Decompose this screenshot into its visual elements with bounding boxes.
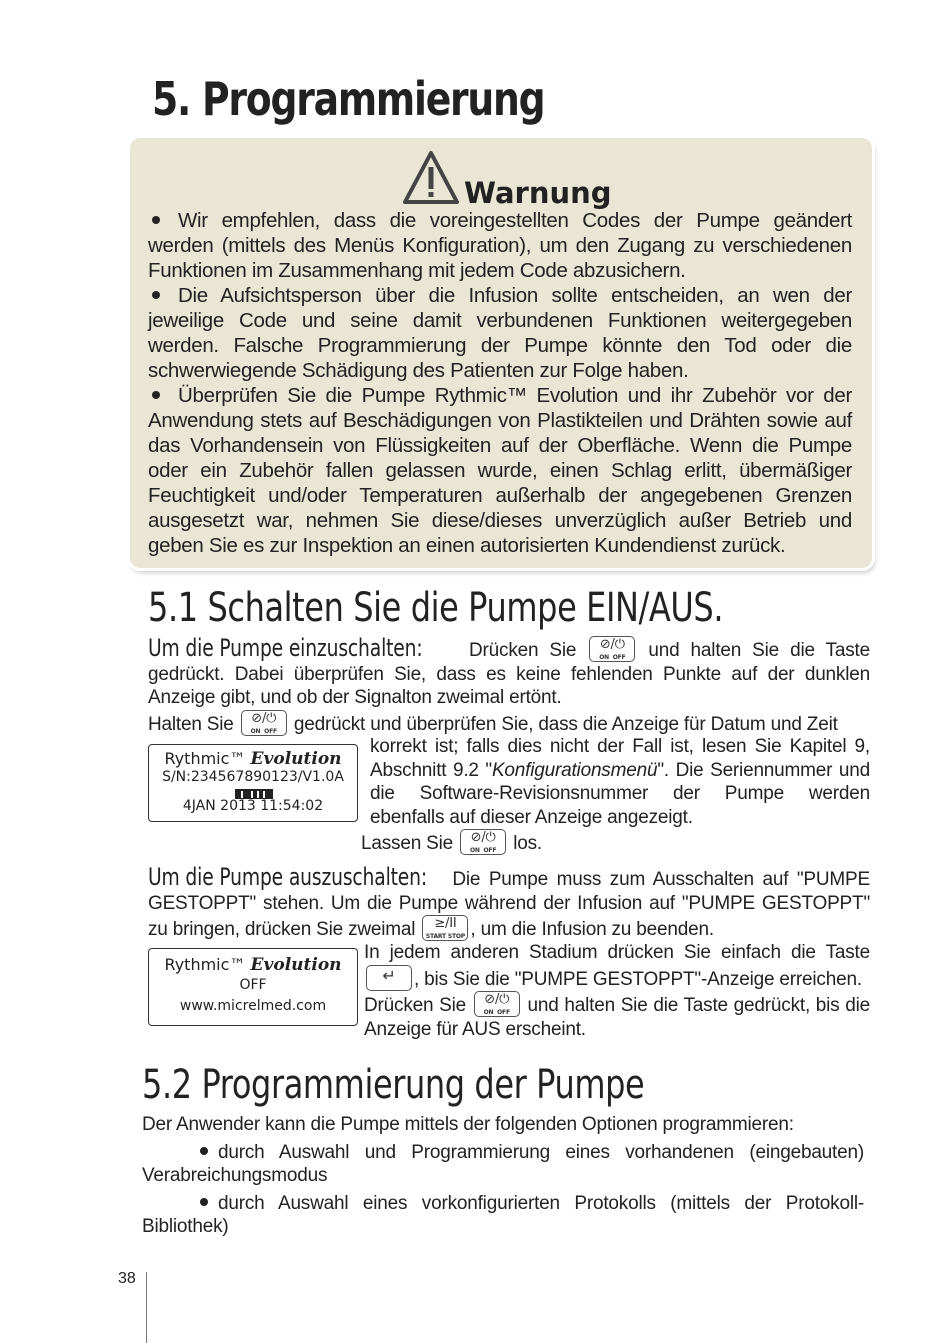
release-line: Lassen Sie ⊘/⏻ ON OFF los. [361,830,542,854]
display-power-off: Rythmic™ Evolution OFF www.micrelmed.com [148,948,358,1026]
list-item: durch Auswahl eines vorkonfigurierten Protokolls (mittels der Protokoll-Bibliothek) [142,1192,864,1237]
hold-paragraph: korrekt ist; falls dies nicht der Fall ist, lesen Sie Kapitel 9, Abschnitt 9.2 "Konfigurationsmenü". Die Seriennummer und die Software-Revisionsnummer der Pumpe werden ebenfalls auf dieser Anzeige angezeigt. [370,736,871,828]
chapter-title: 5. Programmierung [152,72,545,126]
warning-label: Warnung [464,176,612,210]
display-power-on: Rythmic™ Evolution S/N:234567890123/V1.0A 4JAN 2013 11:54:02 [148,744,358,822]
page-number: 38 [118,1270,136,1287]
warning-item: Wir empfehlen, dass die voreingestellten Codes der Pumpe geändert werden (mittels des Menüs Konfiguration), um den Zugang zu verschiedenen Funktionen im Zusammenhang mit jedem Code abzusichern. [148,209,852,282]
power-on-heading: Um die Pumpe einzuschalten: [148,634,423,662]
warning-item: Die Aufsichtsperson über die Infusion sollte entscheiden, an wen der jeweilige Code und seine damit verbundenen Funktionen weitergegeben werden. Falsche Programmierung der Pumpe könnte den Tod oder die schwerwiegende Schädigung des Patienten zur Folge haben. [148,284,852,382]
display-website: www.micrelmed.com [179,998,327,1014]
warning-text [148,208,852,558]
power-off-paragraph: Um die Pumpe auszuschalten: Die Pumpe muss zum Ausschalten auf "PUMPE GESTOPPT" stehen. Um die Pumpe während der Infusion auf "PUMPE GESTOPPT" zu bringen, drücken Sie zweimal ≥/II START STOP , um die Infusion zu beenden. [148,863,870,940]
power-off-steps: In jedem anderen Stadium drücken Sie einfach die Taste ↵ , bis Sie die "PUMPE GESTOPPT"-Anzeige erreichen. Drücken Sie ⊘/⏻ ON OFF und halten Sie die Taste gedrückt, bis die Anzeige für AUS erscheint. [364,942,870,1040]
on-off-key-icon: ⊘/⏻ ON OFF [241,710,287,736]
display-status: OFF [239,977,267,993]
enter-key-icon: ↵ [366,965,412,991]
list-item: durch Auswahl und Programmierung eines vorhandenen (eingebauten) Verabreichungsmodus [142,1141,864,1186]
page-divider [146,1272,147,1343]
programming-options [142,1113,864,1239]
warning-item: Überprüfen Sie die Pumpe Rythmic™ Evolution und ihr Zubehör vor der Anwendung stets auf Beschädigungen von Plastikteilen und Drähten sowie auf das Vorhandensein von Flüssigkeiten auf der Oberfläche. Wenn die Pumpe oder ein Zubehör fallen gelassen wurde, einen Schlag erlitt, übermäßiger Feuchtigkeit und/oder Temperaturen außerhalb der angegebenen Grenzen ausgesetzt war, nehmen Sie diese/dieses unverzüglich außer Betrieb und geben Sie es zur Inspektion an einen autorisierten Kundendienst zurück. [148,384,852,557]
bullet-icon [200,1198,208,1206]
section-title-5-1: 5.1 Schalten Sie die Pumpe EIN/AUS. [148,585,724,631]
on-off-key-icon: ⊘/⏻ ON OFF [589,636,635,662]
bullet-icon [152,216,160,224]
power-off-heading: Um die Pumpe auszuschalten: [148,863,428,891]
display-datetime: 4JAN 2013 11:54:02 [182,798,324,814]
on-off-key-icon: ⊘/⏻ ON OFF [460,829,506,855]
section-title-5-2: 5.2 Programmierung der Pumpe [142,1062,645,1108]
bullet-icon [200,1147,208,1155]
programming-intro: Der Anwender kann die Pumpe mittels der folgenden Optionen programmieren: [142,1114,794,1135]
start-stop-key-icon: ≥/II START STOP [422,915,468,941]
power-on-paragraph: Um die Pumpe einzuschalten: Drücken Sie ⊘/⏻ ON OFF und halten Sie die Taste gedrückt. Dabei überprüfen Sie, dass es keine fehlenden Punkte auf der dunklen Anzeige gibt, und ob der Signalton zweimal ertönt. Halten Sie ⊘/⏻ ON OFF gedrückt und überprüfen Sie, dass die Anzeige für Datum und Zeit [148,634,870,735]
warning-box [130,138,872,568]
serial-number: S/N:234567890123/V1.0A [162,769,344,785]
on-off-key-icon: ⊘/⏻ ON OFF [474,991,520,1017]
bullet-icon [152,391,160,399]
bullet-icon [152,291,160,299]
warning-header [402,146,612,210]
warning-triangle-icon [402,150,460,206]
